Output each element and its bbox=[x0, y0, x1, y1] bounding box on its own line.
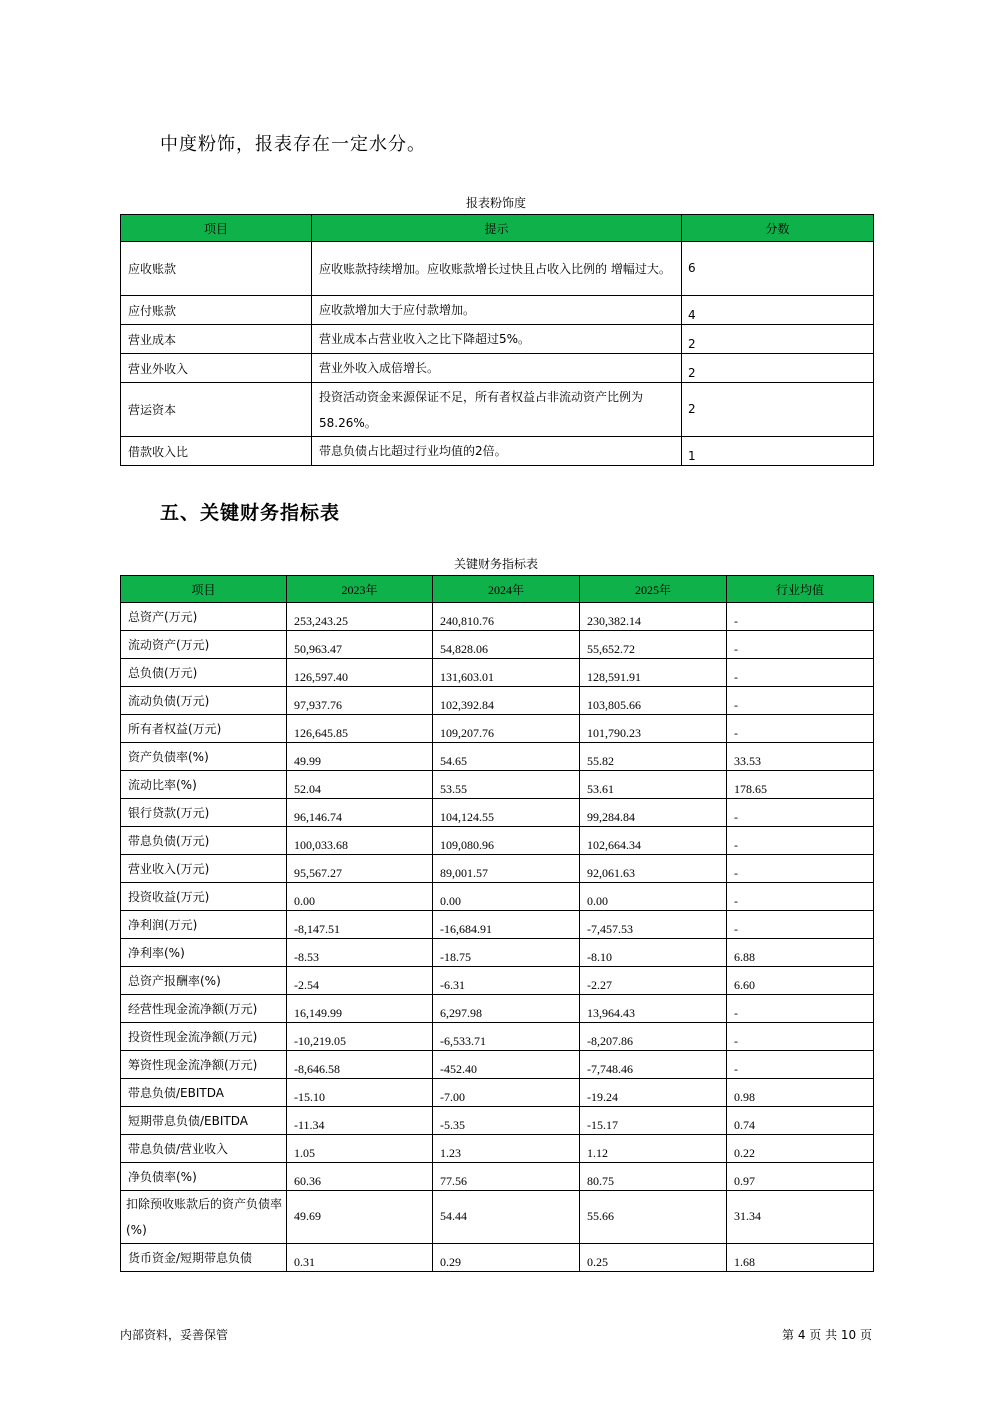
row-value: -11.34 bbox=[287, 1107, 433, 1135]
row-label: 筹资性现金流净额(万元) bbox=[121, 1051, 287, 1079]
row-score: 2 bbox=[682, 325, 874, 354]
row-value: 102,664.34 bbox=[580, 827, 727, 855]
row-score: 2 bbox=[682, 354, 874, 383]
row-label: 带息负债(万元) bbox=[121, 827, 287, 855]
row-label: 资产负债率(%) bbox=[121, 743, 287, 771]
table-row bbox=[121, 771, 874, 799]
row-value: -16,684.91 bbox=[433, 911, 580, 939]
table-row bbox=[121, 855, 874, 883]
row-value: - bbox=[727, 911, 874, 939]
table-row bbox=[121, 1023, 874, 1051]
row-value: 0.00 bbox=[433, 883, 580, 911]
row-value: 101,790.23 bbox=[580, 715, 727, 743]
row-value: 1.23 bbox=[433, 1135, 580, 1163]
row-value: 80.75 bbox=[580, 1163, 727, 1191]
row-value: 89,001.57 bbox=[433, 855, 580, 883]
table-row bbox=[121, 1191, 874, 1244]
table2-caption: 关键财务指标表 bbox=[453, 557, 538, 571]
table2-header-2025: 2025年 bbox=[580, 576, 727, 603]
row-value: - bbox=[727, 1051, 874, 1079]
row-value: 0.98 bbox=[727, 1079, 874, 1107]
table-row bbox=[121, 437, 874, 466]
row-value: 54.65 bbox=[433, 743, 580, 771]
row-label: 带息负债/营业收入 bbox=[121, 1135, 287, 1163]
row-value: - bbox=[727, 827, 874, 855]
row-label: 带息负债/EBITDA bbox=[121, 1079, 287, 1107]
table-row bbox=[121, 715, 874, 743]
row-value: 49.69 bbox=[287, 1191, 433, 1244]
row-value: 16,149.99 bbox=[287, 995, 433, 1023]
row-value: 33.53 bbox=[727, 743, 874, 771]
row-value: 92,061.63 bbox=[580, 855, 727, 883]
row-label: 总资产报酬率(%) bbox=[121, 967, 287, 995]
table-row bbox=[121, 995, 874, 1023]
intro-text: 中度粉饰，报表存在一定水分。 bbox=[160, 134, 426, 155]
row-value: - bbox=[727, 631, 874, 659]
row-value: - bbox=[727, 855, 874, 883]
row-value: 1.68 bbox=[727, 1244, 874, 1272]
financial-indicators-table bbox=[120, 575, 874, 1272]
table2-header-industry-avg: 行业均值 bbox=[727, 576, 874, 603]
row-item: 应收账款 bbox=[121, 242, 312, 296]
row-label: 银行贷款(万元) bbox=[121, 799, 287, 827]
row-value: -7,457.53 bbox=[580, 911, 727, 939]
row-label: 流动负债(万元) bbox=[121, 687, 287, 715]
row-value: -15.10 bbox=[287, 1079, 433, 1107]
table-row bbox=[121, 883, 874, 911]
row-label: 货币资金/短期带息负债 bbox=[121, 1244, 287, 1272]
table2-header-item: 项目 bbox=[121, 576, 287, 603]
row-value: - bbox=[727, 687, 874, 715]
row-value: 126,597.40 bbox=[287, 659, 433, 687]
table-row bbox=[121, 1051, 874, 1079]
table-row bbox=[121, 743, 874, 771]
row-value: 6.88 bbox=[727, 939, 874, 967]
row-label: 经营性现金流净额(万元) bbox=[121, 995, 287, 1023]
footer-page-number: 第 4 页 共 10 页 bbox=[782, 1328, 872, 1342]
table-row bbox=[121, 242, 874, 296]
row-value: 131,603.01 bbox=[433, 659, 580, 687]
row-value: -19.24 bbox=[580, 1079, 727, 1107]
table-row bbox=[121, 603, 874, 631]
row-value: -7,748.46 bbox=[580, 1051, 727, 1079]
row-value: -5.35 bbox=[433, 1107, 580, 1135]
row-value: 55.66 bbox=[580, 1191, 727, 1244]
section-title: 五、关键财务指标表 bbox=[160, 502, 341, 524]
row-score: 4 bbox=[682, 296, 874, 325]
table-row bbox=[121, 631, 874, 659]
row-item: 借款收入比 bbox=[121, 437, 312, 466]
row-value: 0.00 bbox=[580, 883, 727, 911]
row-value: 55.82 bbox=[580, 743, 727, 771]
table-row bbox=[121, 687, 874, 715]
row-value: -6.31 bbox=[433, 967, 580, 995]
row-value: 0.25 bbox=[580, 1244, 727, 1272]
row-label: 流动资产(万元) bbox=[121, 631, 287, 659]
row-value: - bbox=[727, 659, 874, 687]
row-label: 所有者权益(万元) bbox=[121, 715, 287, 743]
row-value: - bbox=[727, 799, 874, 827]
table-row bbox=[121, 296, 874, 325]
row-item: 营业成本 bbox=[121, 325, 312, 354]
table-row bbox=[121, 354, 874, 383]
row-hint: 应收账款持续增加。应收账款增长过快且占收入比例的 增幅过大。 bbox=[312, 242, 682, 296]
table2-header-2023: 2023年 bbox=[287, 576, 433, 603]
row-score: 1 bbox=[682, 437, 874, 466]
row-label: 净负债率(%) bbox=[121, 1163, 287, 1191]
footer-confidential: 内部资料，妥善保管 bbox=[120, 1328, 229, 1342]
row-value: 240,810.76 bbox=[433, 603, 580, 631]
table-row bbox=[121, 383, 874, 437]
table1-caption: 报表粉饰度 bbox=[465, 196, 526, 210]
table-row bbox=[121, 1107, 874, 1135]
row-label: 短期带息负债/EBITDA bbox=[121, 1107, 287, 1135]
row-value: -8,147.51 bbox=[287, 911, 433, 939]
row-item: 应付账款 bbox=[121, 296, 312, 325]
row-value: 0.22 bbox=[727, 1135, 874, 1163]
row-hint: 营业成本占营业收入之比下降超过5%。 bbox=[312, 325, 682, 354]
row-score: 6 bbox=[682, 242, 874, 296]
row-value: 99,284.84 bbox=[580, 799, 727, 827]
table-row bbox=[121, 1244, 874, 1272]
row-value: - bbox=[727, 1023, 874, 1051]
row-value: -18.75 bbox=[433, 939, 580, 967]
row-value: 109,207.76 bbox=[433, 715, 580, 743]
row-item: 营业外收入 bbox=[121, 354, 312, 383]
row-value: 0.74 bbox=[727, 1107, 874, 1135]
table-row bbox=[121, 325, 874, 354]
row-value: 1.12 bbox=[580, 1135, 727, 1163]
row-value: - bbox=[727, 995, 874, 1023]
row-score: 2 bbox=[682, 383, 874, 437]
row-value: 54,828.06 bbox=[433, 631, 580, 659]
row-value: 109,080.96 bbox=[433, 827, 580, 855]
row-value: -8,646.58 bbox=[287, 1051, 433, 1079]
table2-header-2024: 2024年 bbox=[433, 576, 580, 603]
row-value: 97,937.76 bbox=[287, 687, 433, 715]
row-value: 55,652.72 bbox=[580, 631, 727, 659]
row-label: 投资收益(万元) bbox=[121, 883, 287, 911]
row-value: 0.31 bbox=[287, 1244, 433, 1272]
row-value: -6,533.71 bbox=[433, 1023, 580, 1051]
table1-header-hint: 提示 bbox=[312, 215, 682, 242]
table-row bbox=[121, 827, 874, 855]
row-value: - bbox=[727, 603, 874, 631]
row-hint: 带息负债占比超过行业均值的2倍。 bbox=[312, 437, 682, 466]
row-value: 95,567.27 bbox=[287, 855, 433, 883]
row-hint: 投资活动资金来源保证不足，所有者权益占非流动资产比例为58.26%。 bbox=[312, 383, 682, 437]
row-hint: 营业外收入成倍增长。 bbox=[312, 354, 682, 383]
row-label: 投资性现金流净额(万元) bbox=[121, 1023, 287, 1051]
row-value: 126,645.85 bbox=[287, 715, 433, 743]
row-value: 53.55 bbox=[433, 771, 580, 799]
row-value: 60.36 bbox=[287, 1163, 433, 1191]
row-value: 77.56 bbox=[433, 1163, 580, 1191]
table1-header-score: 分数 bbox=[682, 215, 874, 242]
table-row bbox=[121, 939, 874, 967]
row-value: - bbox=[727, 883, 874, 911]
row-value: 102,392.84 bbox=[433, 687, 580, 715]
table-row bbox=[121, 799, 874, 827]
row-label: 流动比率(%) bbox=[121, 771, 287, 799]
row-value: 253,243.25 bbox=[287, 603, 433, 631]
row-value: 96,146.74 bbox=[287, 799, 433, 827]
row-value: -10,219.05 bbox=[287, 1023, 433, 1051]
table-row bbox=[121, 1163, 874, 1191]
row-value: 104,124.55 bbox=[433, 799, 580, 827]
row-label: 总资产(万元) bbox=[121, 603, 287, 631]
row-label: 营业收入(万元) bbox=[121, 855, 287, 883]
table-row bbox=[121, 659, 874, 687]
row-hint: 应收款增加大于应付款增加。 bbox=[312, 296, 682, 325]
row-value: 50,963.47 bbox=[287, 631, 433, 659]
row-value: -452.40 bbox=[433, 1051, 580, 1079]
row-value: 13,964.43 bbox=[580, 995, 727, 1023]
row-value: 53.61 bbox=[580, 771, 727, 799]
row-value: 230,382.14 bbox=[580, 603, 727, 631]
row-value: 54.44 bbox=[433, 1191, 580, 1244]
table-row bbox=[121, 967, 874, 995]
table-row bbox=[121, 1135, 874, 1163]
row-value: 128,591.91 bbox=[580, 659, 727, 687]
row-value: -8.10 bbox=[580, 939, 727, 967]
row-value: -7.00 bbox=[433, 1079, 580, 1107]
row-value: -15.17 bbox=[580, 1107, 727, 1135]
row-value: - bbox=[727, 715, 874, 743]
table-row bbox=[121, 911, 874, 939]
row-label: 净利率(%) bbox=[121, 939, 287, 967]
row-value: 0.29 bbox=[433, 1244, 580, 1272]
table-row bbox=[121, 1079, 874, 1107]
row-value: 52.04 bbox=[287, 771, 433, 799]
whitewash-table bbox=[120, 214, 874, 466]
row-value: 1.05 bbox=[287, 1135, 433, 1163]
row-value: 0.00 bbox=[287, 883, 433, 911]
table1-header-item: 项目 bbox=[121, 215, 312, 242]
row-value: 100,033.68 bbox=[287, 827, 433, 855]
row-value: 31.34 bbox=[727, 1191, 874, 1244]
row-label: 净利润(万元) bbox=[121, 911, 287, 939]
row-value: 103,805.66 bbox=[580, 687, 727, 715]
row-value: 6.60 bbox=[727, 967, 874, 995]
row-value: 0.97 bbox=[727, 1163, 874, 1191]
row-value: -8.53 bbox=[287, 939, 433, 967]
row-value: 6,297.98 bbox=[433, 995, 580, 1023]
row-value: 178.65 bbox=[727, 771, 874, 799]
row-value: -2.27 bbox=[580, 967, 727, 995]
row-value: -2.54 bbox=[287, 967, 433, 995]
row-label: 扣除预收账款后的资产负债率(%) bbox=[121, 1191, 287, 1244]
row-label: 总负债(万元) bbox=[121, 659, 287, 687]
row-item: 营运资本 bbox=[121, 383, 312, 437]
row-value: 49.99 bbox=[287, 743, 433, 771]
row-value: -8,207.86 bbox=[580, 1023, 727, 1051]
